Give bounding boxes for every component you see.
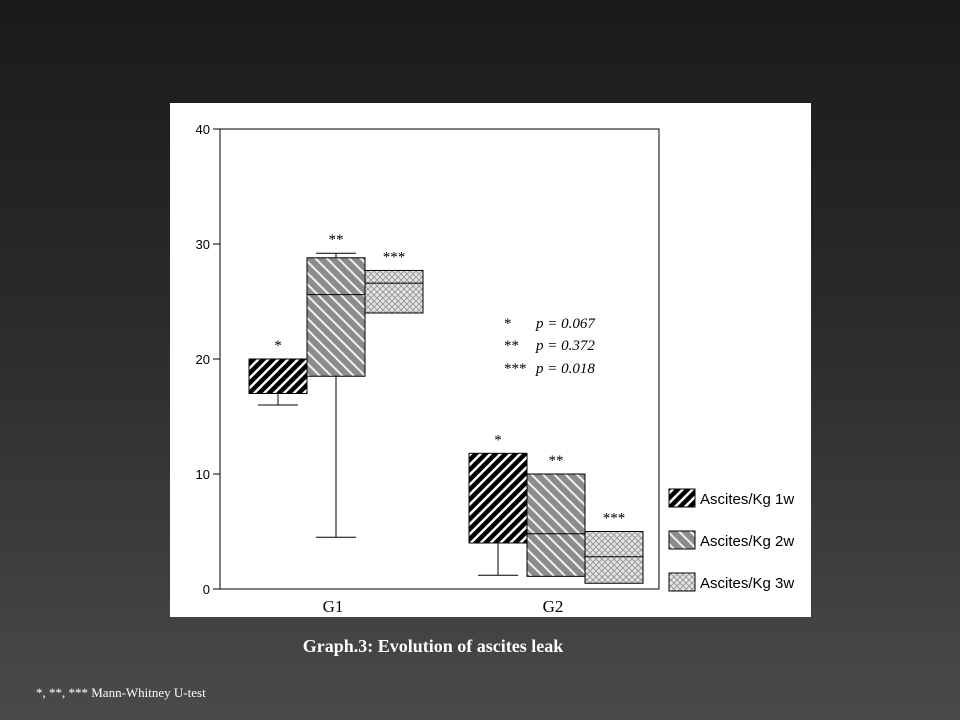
box-g2-series-1-significance-marker: * [494, 432, 502, 449]
y-tick-label-30: 30 [195, 237, 210, 252]
box-g1-series-3-body [365, 270, 423, 313]
legend-label-1w: Ascites/Kg 1w [700, 491, 795, 508]
box-g1-series-2-significance-marker: ** [328, 232, 344, 249]
box-g1-series-3-significance-marker: *** [382, 249, 406, 266]
legend-label-3w: Ascites/Kg 3w [700, 575, 795, 592]
pvalue-marker-2: ** [504, 338, 519, 354]
plot-panel [170, 103, 811, 617]
x-category-label-g1: G1 [322, 597, 344, 616]
y-tick-label-0: 0 [202, 582, 210, 597]
y-tick-label-40: 40 [195, 122, 210, 137]
chart-caption: Graph.3: Evolution of ascites leak [302, 636, 564, 656]
pvalue-marker-3: *** [504, 361, 527, 377]
pvalue-text-1: p = 0.067 [536, 316, 595, 332]
box-g1-series-1-significance-marker: * [274, 338, 282, 354]
y-tick-label-20: 20 [195, 352, 210, 367]
pvalue-marker-1: * [504, 316, 512, 332]
box-g2-series-3-significance-marker: *** [602, 510, 626, 527]
x-category-label-g2: G2 [542, 597, 564, 616]
box-g1-series-2-body [307, 258, 365, 376]
legend-swatch-1w [669, 489, 695, 507]
y-tick-label-10: 10 [195, 467, 210, 482]
box-g2-series-2-body [527, 474, 585, 576]
box-g2-series-2-significance-marker: ** [548, 453, 564, 469]
p-value-annotations [504, 316, 596, 377]
box-g2-series-1-body [469, 453, 527, 543]
legend-swatch-3w [669, 573, 695, 591]
legend-label-2w: Ascites/Kg 2w [700, 533, 795, 550]
pvalue-text-2: p = 0.372 [536, 338, 595, 354]
box-g1-series-1-body [249, 359, 307, 394]
statistics-footnote: *, **, *** Mann-Whitney U-test [36, 685, 206, 700]
box-plot-chart [170, 103, 811, 617]
legend [669, 489, 794, 592]
legend-swatch-2w [669, 531, 695, 549]
box-g2-series-3-body [585, 532, 643, 584]
pvalue-text-3: p = 0.018 [536, 361, 595, 377]
